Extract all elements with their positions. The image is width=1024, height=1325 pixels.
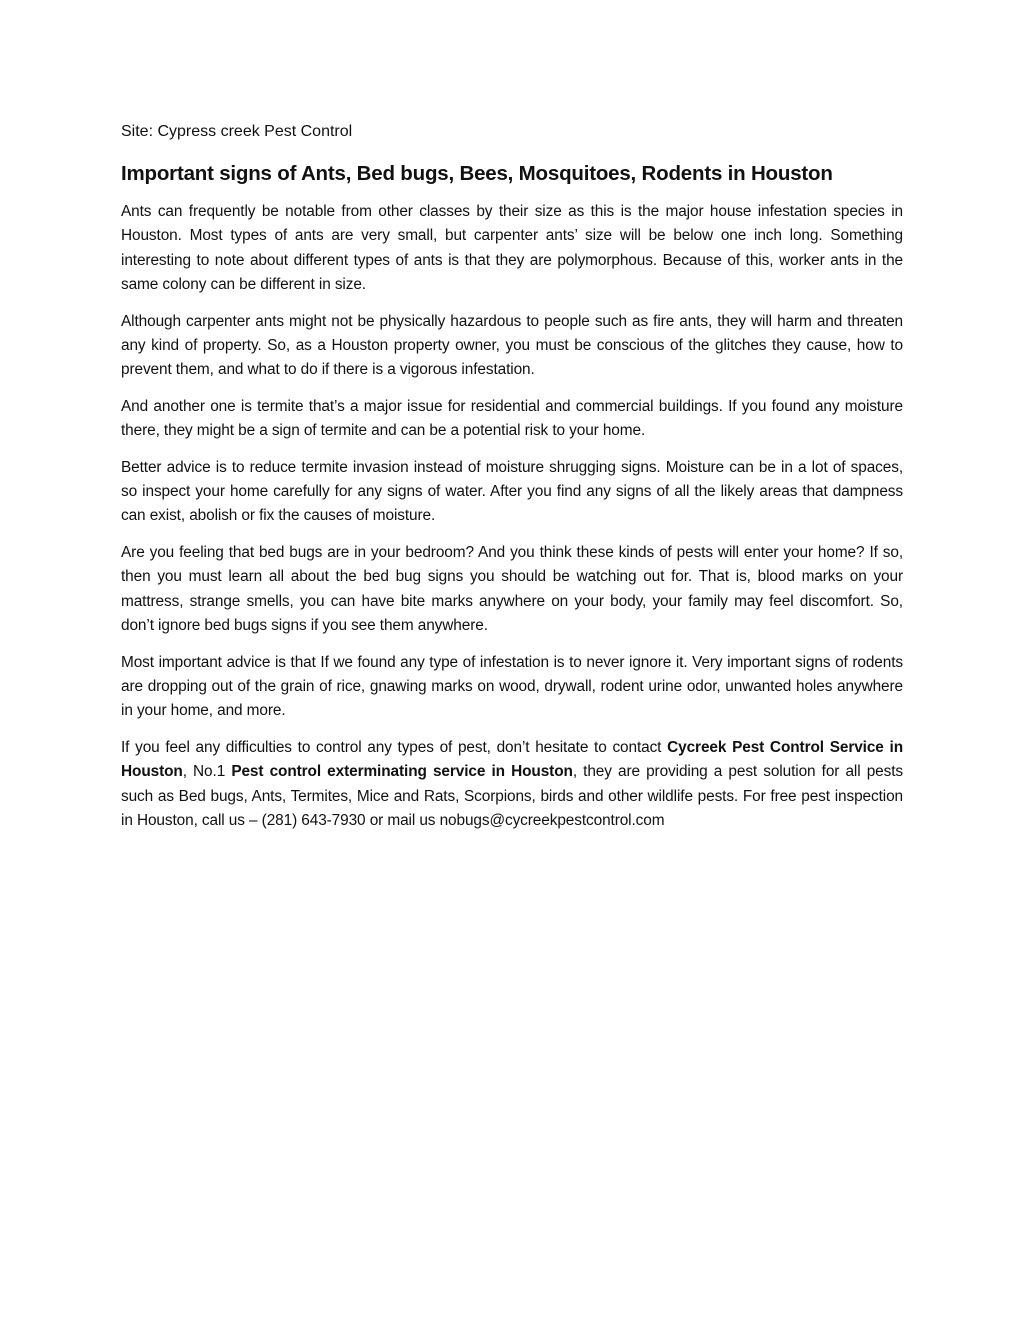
company-name-bold: Cycreek Pest Control Service in Houston [121, 738, 903, 781]
site-line: Site: Cypress creek Pest Control [121, 123, 353, 140]
paragraph-rodents: Most important advice is that If we found any type of infestation is to never ignore it. Very important signs of rodents are dropping out of the grain of rice, gnawing marks on wood, drywall, rodent urine odor, unwanted holes anywhere in your home, and more. [121, 653, 903, 720]
contact-text-3: , they are providing a pest solution for all pests such as Bed bugs, Ants, Termites, Mice and Rats, Scorpions, birds and other wildlife pests. For free pest inspection in Houston, call us – (281) 643-7930 or mail us nobugs@cycreekpestcontrol.com [121, 763, 903, 829]
paragraph-ants: Ants can frequently be notable from other classes by their size as this is the major house infestation species in Houston. Most types of ants are very small, but carpenter ants’ size will be below one inch long. Something interesting to note about different types of ants is that they are polymorphous. Because of this, worker ants in the same colony can be different in size. [121, 203, 903, 294]
document-title: Important signs of Ants, Bed bugs, Bees, Mosquitoes, Rodents in Houston [121, 162, 833, 185]
paragraph-termites: And another one is termite that’s a major issue for residential and commercial buildings. If you found any moisture there, they might be a sign of termite and can be a potential risk to your home. [121, 397, 903, 440]
paragraph-moisture: Better advice is to reduce termite invasion instead of moisture shrugging signs. Moisture can be in a lot of spaces, so inspect your home carefully for any signs of water. After you find any signs of all the likely areas that dampness can exist, abolish or fix the causes of moisture. [121, 458, 903, 525]
service-name-bold: Pest control exterminating service in Houston [231, 763, 573, 781]
paragraph-carpenter-ants: Although carpenter ants might not be physically hazardous to people such as fire ants, they will harm and threaten any kind of property. So, as a Houston property owner, you must be conscious of the glitches they cause, how to prevent them, and what to do if there is a vigorous infestation. [121, 312, 903, 379]
document-page [121, 121, 903, 845]
contact-text-2: , No.1 [182, 763, 232, 781]
paragraph-bed-bugs: Are you feeling that bed bugs are in your bedroom? And you think these kinds of pests will enter your home? If so, then you must learn all about the bed bug signs you should be watching out for. That is, blood marks on your mattress, strange smells, you can have bite marks anywhere on your body, your family may feel discomfort. So, don’t ignore bed bugs signs if you see them anywhere. [121, 543, 903, 635]
paragraph-contact [121, 736, 903, 834]
contact-text-1: If you feel any difficulties to control any types of pest, don’t hesitate to contact [121, 738, 668, 756]
